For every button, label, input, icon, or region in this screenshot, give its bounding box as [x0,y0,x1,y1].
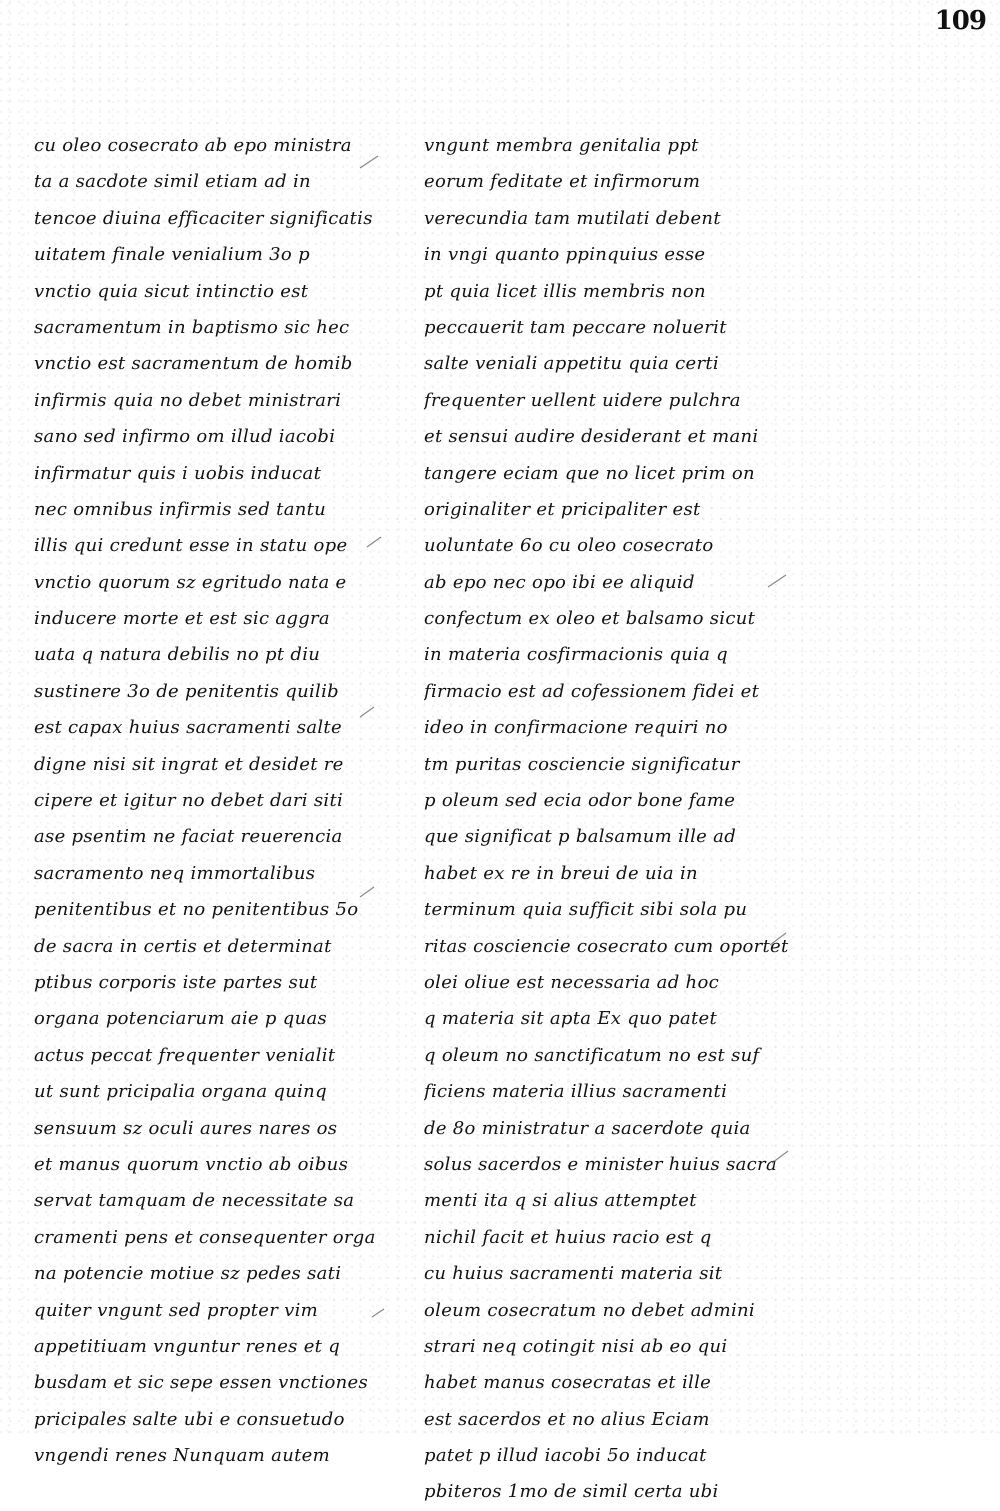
right-column-line: ficiens materia illius sacramenti [424,1081,728,1103]
left-column-line: infirmatur quis i uobis inducat [34,462,322,484]
left-column-line: digne nisi sit ingrat et desidet re [34,753,344,775]
left-column-line: sacramento neq immortalibus [34,862,316,884]
left-column-line: illis qui credunt esse in statu ope [34,535,348,557]
left-column-line: inducere morte et est sic aggra [34,608,330,630]
right-column-line: verecundia tam mutilati debent [424,207,721,229]
right-column-line: nichil facit et huius racio est q [424,1226,712,1248]
right-column-line: oleum cosecratum no debet admini [424,1299,755,1321]
left-column-line: tencoe diuina efficaciter significatis [34,207,373,229]
right-column-line: eorum feditate et infirmorum [424,171,701,193]
left-column-line: servat tamquam de necessitate sa [34,1190,355,1212]
folio-number: 109 [934,6,986,36]
left-column-line: nec omnibus infirmis sed tantu [34,498,327,520]
left-column-line: et manus quorum vnctio ab oibus [34,1153,349,1175]
right-column-line: peccauerit tam peccare noluerit [424,316,727,338]
right-column-line: cu huius sacramenti materia sit [424,1263,723,1285]
right-column-line: ritas cosciencie cosecrato cum oportet [424,935,789,957]
left-column-line: actus peccat frequenter venialit [34,1044,336,1066]
right-column-line: pt quia licet illis membris non [424,280,706,302]
right-text-column [424,128,794,1511]
left-column-line: vnctio quia sicut intinctio est [34,280,309,302]
left-column-line: pricipales salte ubi e consuetudo [34,1408,345,1430]
right-column-line: de 8o ministratur a sacerdote quia [424,1117,751,1139]
left-column-line: sano sed infirmo om illud iacobi [34,426,336,448]
left-text-column [34,128,394,1474]
right-column-line: in vngi quanto ppinquius esse [424,244,706,266]
left-column-line: penitentibus et no penitentibus 5o [34,899,359,921]
left-column-line: organa potenciarum aie p quas [34,1008,328,1030]
left-column-line: vnctio est sacramentum de homib [34,353,353,375]
right-column-line: confectum ex oleo et balsamo sicut [424,608,756,630]
right-column-line: tangere eciam que no licet prim on [424,462,755,484]
right-column-line: firmacio est ad cofessionem fidei et [424,680,760,702]
right-column-line: strari neq cotingit nisi ab eo qui [424,1335,728,1357]
right-column-line: que significat p balsamum ille ad [424,826,737,848]
right-column-line: patet p illud iacobi 5o inducat [424,1445,707,1467]
right-column-line: in materia cosfirmacionis quia q [424,644,728,666]
right-column-line: vngunt membra genitalia ppt [424,135,699,156]
right-column-line: p oleum sed ecia odor bone fame [424,790,736,812]
left-column-line: sacramentum in baptismo sic hec [34,316,350,338]
right-column-line: et sensui audire desiderant et mani [424,426,759,448]
left-column-line: uata q natura debilis no pt diu [34,644,321,666]
right-column-line: pbiteros 1mo de simil certa ubi [424,1481,719,1503]
right-column-line: habet ex re in breui de uia in [424,862,698,884]
left-column-line: busdam et sic sepe essen vnctiones [34,1372,369,1394]
right-column-line: ab epo nec opo ibi ee aliquid [424,571,695,593]
right-column-line: terminum quia sufficit sibi sola pu [424,899,748,921]
left-column-line: infirmis quia no debet ministrari [34,389,342,411]
left-column-line: ta a sacdote simil etiam ad in [34,171,311,193]
left-column-line: na potencie motiue sz pedes sati [34,1263,342,1285]
right-column-line: originaliter et pricipaliter est [424,498,701,520]
right-column-line: habet manus cosecratas et ille [424,1372,712,1394]
left-column-line: vnctio quorum sz egritudo nata e [34,571,347,593]
left-column-line: cipere et igitur no debet dari siti [34,790,344,812]
left-column-line: vngendi renes Nunquam autem [34,1445,330,1467]
right-column-line: q oleum no sanctificatum no est suf [424,1044,760,1066]
left-column-line: de sacra in certis et determinat [34,935,332,957]
left-column-line: ase psentim ne faciat reuerencia [34,826,343,848]
right-column-line: menti ita q si alius attemptet [424,1190,697,1212]
left-column-line: quiter vngunt sed propter vim [34,1299,319,1321]
right-column-line: ideo in confirmacione requiri no [424,717,728,739]
left-column-line: sustinere 3o de penitentis quilib [34,680,339,702]
right-column-line: frequenter uellent uidere pulchra [424,389,741,411]
right-column-line: salte veniali appetitu quia certi [424,353,719,375]
right-column-line: olei oliue est necessaria ad hoc [424,971,719,993]
right-column-line: tm puritas cosciencie significatur [424,753,740,775]
left-column-line: cu oleo cosecrato ab epo ministra [34,135,352,156]
right-column-line: q materia sit apta Ex quo patet [424,1008,717,1030]
right-column-line: solus sacerdos e minister huius sacra [424,1153,777,1175]
right-column-line: est sacerdos et no alius Eciam [424,1408,710,1430]
left-column-line: ptibus corporis iste partes sut [34,971,318,993]
left-column-line: ut sunt pricipalia organa quinq [34,1081,327,1103]
left-column-line: cramenti pens et consequenter orga [34,1226,376,1248]
right-column-line: uoluntate 6o cu oleo cosecrato [424,535,714,557]
left-column-line: sensuum sz oculi aures nares os [34,1117,338,1139]
left-column-line: est capax huius sacramenti salte [34,717,342,739]
left-column-line: uitatem finale venialium 3o p [34,244,310,266]
left-column-line: appetitiuam vnguntur renes et q [34,1335,341,1357]
